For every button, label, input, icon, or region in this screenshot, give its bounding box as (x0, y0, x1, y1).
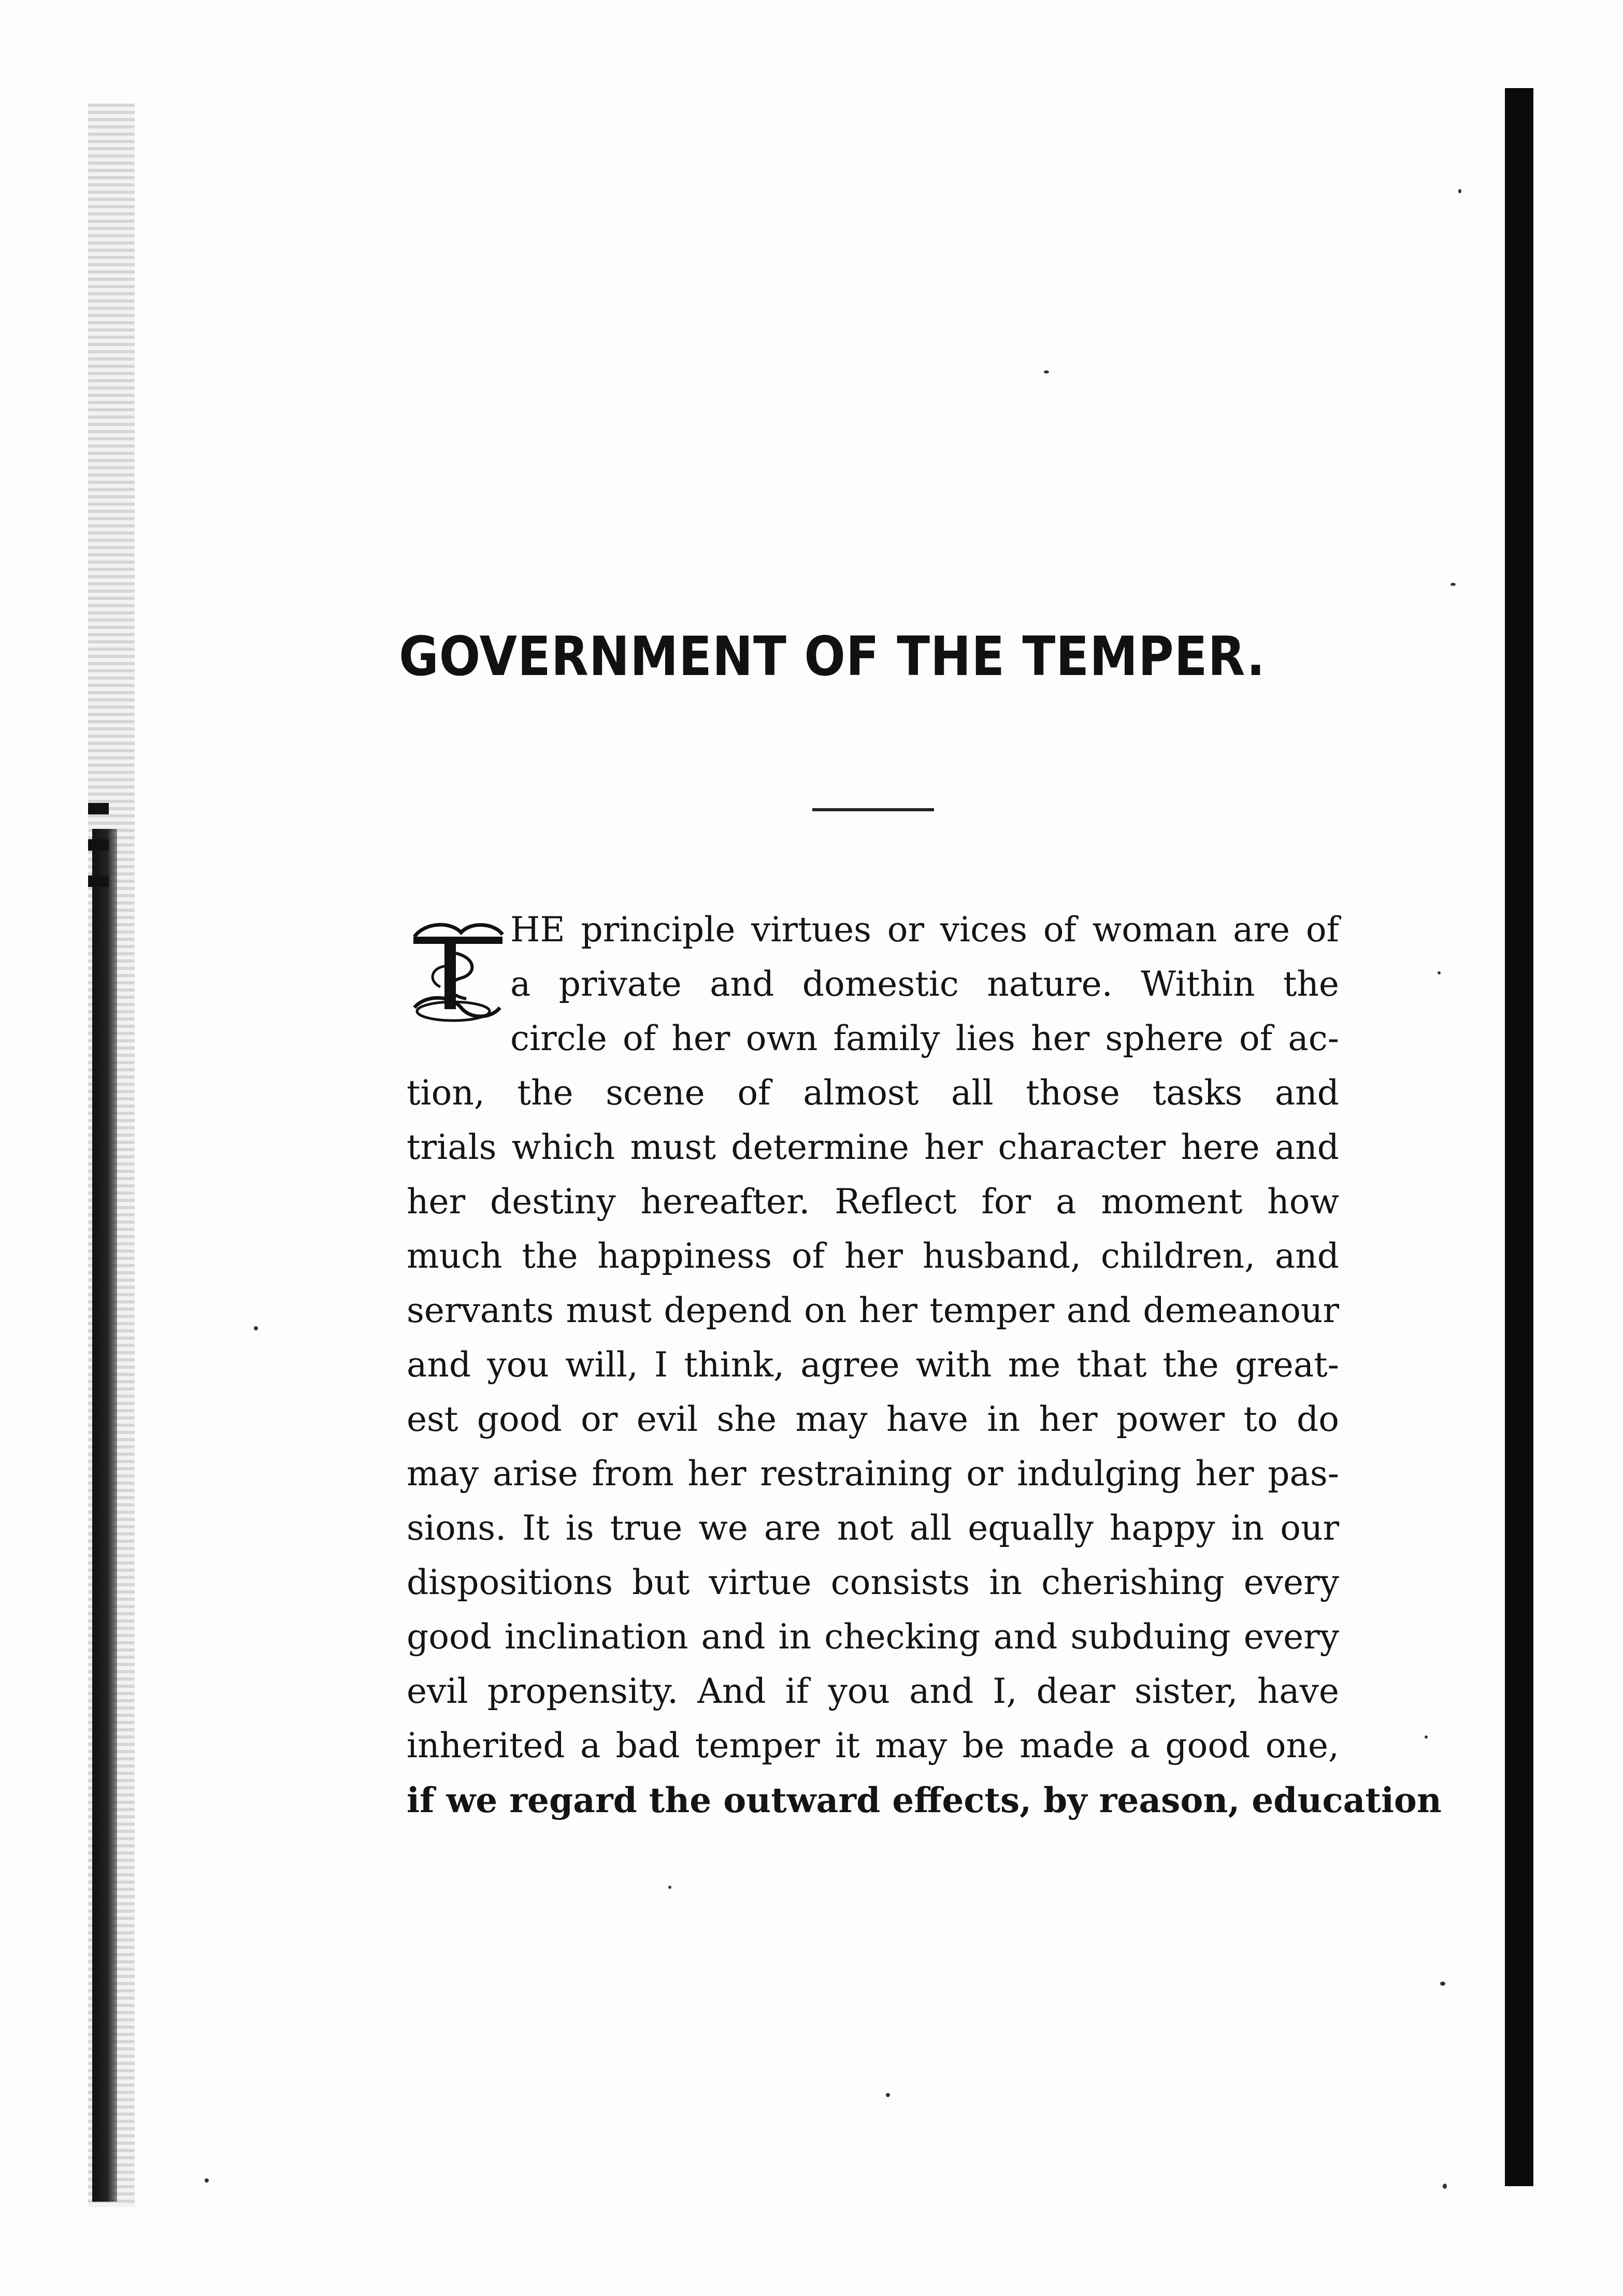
text-line: est good or evil she may have in her power to do (407, 1399, 1339, 1439)
text-line: may arise from her restraining or indulging her pas- (407, 1454, 1339, 1494)
title-rule (812, 808, 934, 811)
scan-speck (1044, 370, 1049, 374)
scan-speck (1438, 971, 1441, 974)
text-line: if we regard the outward effects, by reason, education (407, 1780, 1442, 1820)
page-title: GOVERNMENT OF THE TEMPER. (399, 625, 1266, 688)
text-line: trials which must determine her character here and (407, 1127, 1339, 1167)
scan-speck (205, 2178, 209, 2183)
binding-mark (88, 803, 109, 814)
text-line: good inclination and in checking and subduing every (407, 1617, 1339, 1657)
text-line: evil propensity. And if you and I, dear sister, have (407, 1671, 1339, 1711)
binding-mark (88, 839, 109, 851)
text-line: a private and domestic nature. Within the (510, 964, 1339, 1004)
body-text (407, 901, 1442, 1834)
scan-border (1505, 88, 1533, 2186)
text-line: tion, the scene of almost all those tasks and (407, 1073, 1339, 1113)
scan-speck (886, 2093, 890, 2097)
binding-shadow (92, 829, 117, 2202)
text-line: servants must depend on her temper and demeanour (407, 1290, 1339, 1330)
scan-speck (668, 1886, 671, 1889)
text-line: much the happiness of her husband, children, and (407, 1236, 1339, 1276)
text-line: inherited a bad temper it may be made a good one, (407, 1726, 1339, 1766)
scan-speck (1425, 1735, 1428, 1739)
text-line: HE principle virtues or vices of woman are of (510, 910, 1339, 950)
text-line: circle of her own family lies her sphere of ac- (510, 1018, 1339, 1058)
scan-speck (1443, 2184, 1447, 2189)
scan-speck (1458, 189, 1461, 193)
text-line: dispositions but virtue consists in cherishing every (407, 1562, 1339, 1602)
text-line: her destiny hereafter. Reflect for a moment how (407, 1182, 1339, 1222)
binding-mark (88, 876, 109, 887)
scan-speck (1440, 1982, 1445, 1986)
text-line: and you will, I think, agree with me that the great- (407, 1345, 1339, 1385)
scan-speck (1450, 583, 1456, 586)
text-line: sions. It is true we are not all equally happy in our (407, 1508, 1339, 1548)
scan-speck (254, 1326, 258, 1330)
